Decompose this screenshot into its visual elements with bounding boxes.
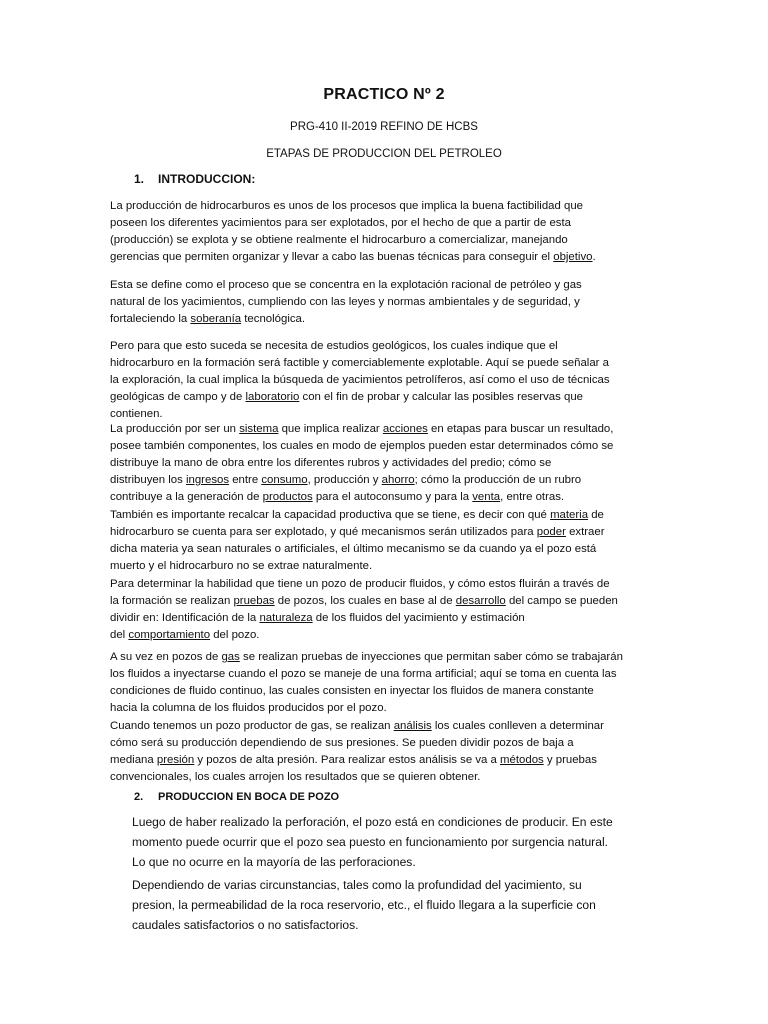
text-segment: A su vez en pozos de xyxy=(110,651,222,663)
text-segment: (producción) se explota y se obtiene realmente el hidrocarburo a comercializar, manejando xyxy=(110,234,568,246)
text-line xyxy=(110,576,660,593)
text-segment: posee también componentes, los cuales en modo de ejemplos pueden estar determinados cómo se xyxy=(110,440,614,452)
text-segment: de los fluidos del yacimiento y estimación xyxy=(312,612,525,624)
paragraph-8 xyxy=(110,718,660,786)
document-title: PRACTICO Nº 2 xyxy=(323,86,445,103)
text-line xyxy=(110,752,660,769)
text-line xyxy=(110,558,660,575)
text-segment: tecnológica. xyxy=(241,313,306,325)
document-topic: ETAPAS DE PRODUCCION DEL PETROLEO xyxy=(266,148,502,160)
inline-link[interactable]: ingresos xyxy=(185,474,230,486)
text-line xyxy=(110,355,660,372)
text-segment: que implica realizar xyxy=(278,423,383,435)
text-segment: del xyxy=(110,629,129,641)
text-line xyxy=(110,769,660,786)
section-title: INTRODUCCION: xyxy=(158,172,256,186)
text-line xyxy=(110,593,660,610)
inline-link[interactable]: pruebas xyxy=(233,595,275,607)
inline-link[interactable]: naturaleza xyxy=(259,612,313,624)
text-segment: los cuales conlleven a determinar xyxy=(431,720,604,732)
text-line xyxy=(110,372,660,389)
text-line xyxy=(110,277,660,294)
inline-link[interactable]: análisis xyxy=(393,720,432,732)
inline-link[interactable]: presión xyxy=(156,754,195,766)
text-segment: . xyxy=(592,251,596,263)
text-line xyxy=(132,915,658,935)
text-line xyxy=(110,541,660,558)
text-segment: distribuye la mano de obra entre los diferentes rubros y actividades del predio; cómo se xyxy=(110,457,552,469)
text-line xyxy=(110,666,660,683)
inline-link[interactable]: productos xyxy=(262,491,313,503)
inline-link[interactable]: acciones xyxy=(382,423,428,435)
text-line xyxy=(110,438,660,455)
text-segment: Luego de haber realizado la perforación, el pozo está en condiciones de producir. En este xyxy=(132,815,613,829)
inline-link[interactable]: métodos xyxy=(500,754,544,766)
text-segment: del campo se pueden xyxy=(505,595,618,607)
text-line xyxy=(110,294,660,311)
paragraph-4 xyxy=(110,421,660,506)
text-segment: contienen. xyxy=(110,408,163,420)
text-segment: dicha materia ya sean naturales o artificiales, el último mecanismo se da cuando ya el pozo está xyxy=(110,543,597,555)
text-segment: se realizan pruebas de inyecciones que permitan saber cómo se trabajarán xyxy=(239,651,623,663)
text-segment: con el fin de probar y calcular las posibles reservas que xyxy=(299,391,583,403)
text-segment: dividir en: Identificación de la xyxy=(110,612,260,624)
section-title: PRODUCCION EN BOCA DE POZO xyxy=(158,791,340,803)
text-segment: Pero para que esto suceda se necesita de estudios geológicos, los cuales indique que el xyxy=(110,340,558,352)
paragraph-6 xyxy=(110,576,660,644)
text-segment: y pruebas xyxy=(543,754,597,766)
inline-link[interactable]: laboratorio xyxy=(245,391,300,403)
inline-link[interactable]: ahorro xyxy=(381,474,415,486)
text-segment: cómo será su producción dependiendo de sus presiones. Se pueden dividir pozos de baja a xyxy=(110,737,574,749)
inline-link[interactable]: poder xyxy=(536,526,566,538)
paragraph-7 xyxy=(110,649,660,717)
paragraph-2 xyxy=(110,277,660,328)
text-segment: Esta se define como el proceso que se concentra en la explotación racional de petróleo y gas xyxy=(110,279,582,291)
inline-link[interactable]: sistema xyxy=(239,423,279,435)
inline-link[interactable]: venta xyxy=(472,491,501,503)
text-segment: Lo que no ocurre en la mayoría de las perforaciones. xyxy=(132,855,416,869)
text-line xyxy=(110,198,660,215)
document-subtitle: PRG-410 II-2019 REFINO DE HCBS xyxy=(290,121,478,133)
text-line xyxy=(110,338,660,355)
text-segment: de pozos, los cuales en base al de xyxy=(274,595,456,607)
text-line xyxy=(110,311,660,328)
text-line xyxy=(110,627,660,644)
text-line xyxy=(110,683,660,700)
text-segment: convencionales, los cuales arrojen los resultados que se quieren obtener. xyxy=(110,771,481,783)
inline-link[interactable]: gas xyxy=(221,651,240,663)
text-line xyxy=(132,832,658,852)
text-line xyxy=(110,455,660,472)
section-number: 2. xyxy=(134,791,144,803)
text-segment: los fluidos a inyectarse cuando el pozo se maneje de una forma artificial; aquí se toma en cuenta las xyxy=(110,668,617,680)
section-heading-introduccion xyxy=(134,172,255,186)
text-segment: ; cómo la producción de un rubro xyxy=(414,474,582,486)
text-segment: del pozo. xyxy=(210,629,260,641)
text-line xyxy=(110,735,660,752)
text-line xyxy=(132,852,658,872)
inline-link[interactable]: comportamiento xyxy=(128,629,211,641)
text-segment: distribuyen los xyxy=(110,474,186,486)
text-segment: para el autoconsumo y para la xyxy=(312,491,473,503)
text-line xyxy=(132,812,658,832)
text-segment: la exploración, la cual implica la búsqueda de yacimientos petrolíferos, así como el uso de técnicas xyxy=(110,374,610,386)
text-line xyxy=(110,215,660,232)
text-line xyxy=(110,232,660,249)
text-segment: También es importante recalcar la capacidad productiva que se tiene, es decir con qué xyxy=(110,509,551,521)
paragraph-10 xyxy=(132,875,658,935)
text-segment: contribuye a la generación de xyxy=(110,491,263,503)
text-line xyxy=(110,472,660,489)
text-line xyxy=(110,389,660,406)
inline-link[interactable]: materia xyxy=(550,509,589,521)
text-segment: La producción de hidrocarburos es unos de los procesos que implica la buena factibilidad que xyxy=(110,200,584,212)
text-segment: gerencias que permiten organizar y llevar a cabo las buenas técnicas para conseguir el xyxy=(110,251,554,263)
text-segment: la formación se realizan xyxy=(110,595,234,607)
text-line xyxy=(132,875,658,895)
text-line xyxy=(110,718,660,735)
text-segment: caudales satisfactorios o no satisfactorios. xyxy=(132,918,359,932)
text-line xyxy=(110,489,660,506)
paragraph-3 xyxy=(110,338,660,423)
text-line xyxy=(132,895,658,915)
section-heading-produccion-boca-de-pozo xyxy=(134,791,339,803)
text-segment: de xyxy=(588,509,604,521)
text-segment: natural de los yacimientos, cumpliendo con las leyes y normas ambientales y de seguridad, y xyxy=(110,296,580,308)
text-line xyxy=(110,700,660,717)
text-segment: y pozos de alta presión. Para realizar estos análisis se va a xyxy=(194,754,501,766)
text-segment: Dependiendo de varias circunstancias, tales como la profundidad del yacimiento, su xyxy=(132,878,582,892)
text-segment: entre xyxy=(229,474,262,486)
text-segment: hidrocarburo en la formación será factible y comerciablemente explotable. Aquí se puede señalar a xyxy=(110,357,609,369)
text-line xyxy=(110,421,660,438)
inline-link[interactable]: objetivo xyxy=(553,251,593,263)
text-line xyxy=(110,524,660,541)
text-line xyxy=(110,649,660,666)
text-segment: mediana xyxy=(110,754,157,766)
text-segment: condiciones de fluido continuo, las cuales consisten en inyectar los fluidos de manera constante xyxy=(110,685,594,697)
text-segment: extraer xyxy=(565,526,605,538)
text-segment: , entre otras. xyxy=(500,491,565,503)
inline-link[interactable]: consumo xyxy=(261,474,308,486)
text-segment: Cuando tenemos un pozo productor de gas, se realizan xyxy=(110,720,394,732)
text-segment: presion, la permeabilidad de la roca reservorio, etc., el fluido llegara a la superficie con xyxy=(132,898,596,912)
text-segment: muerto y el hidrocarburo no se extrae naturalmente. xyxy=(110,560,373,572)
text-segment: poseen los diferentes yacimientos para ser explotados, por el hecho de que a partir de esta xyxy=(110,217,571,229)
inline-link[interactable]: soberanía xyxy=(190,313,242,325)
text-line xyxy=(110,610,660,627)
paragraph-5 xyxy=(110,507,660,575)
text-line xyxy=(110,249,660,266)
text-segment: hidrocarburo se cuenta para ser explotado, y qué mecanismos serán utilizados para xyxy=(110,526,537,538)
section-number: 1. xyxy=(134,172,145,186)
paragraph-1 xyxy=(110,198,660,266)
text-segment: La producción por ser un xyxy=(110,423,240,435)
text-segment: en etapas para buscar un resultado, xyxy=(427,423,614,435)
paragraph-9 xyxy=(132,812,658,872)
text-segment: momento puede ocurrir que el pozo sea puesto en funcionamiento por surgencia natural. xyxy=(132,835,608,849)
text-segment: , producción y xyxy=(307,474,382,486)
text-segment: fortaleciendo la xyxy=(110,313,191,325)
inline-link[interactable]: desarrollo xyxy=(455,595,506,607)
text-segment: geológicas de campo y de xyxy=(110,391,246,403)
text-segment: Para determinar la habilidad que tiene un pozo de producir fluidos, y cómo estos fluirán a través de xyxy=(110,578,610,590)
text-line xyxy=(110,507,660,524)
text-segment: hacia la columna de los fluidos producidos por el pozo. xyxy=(110,702,387,714)
